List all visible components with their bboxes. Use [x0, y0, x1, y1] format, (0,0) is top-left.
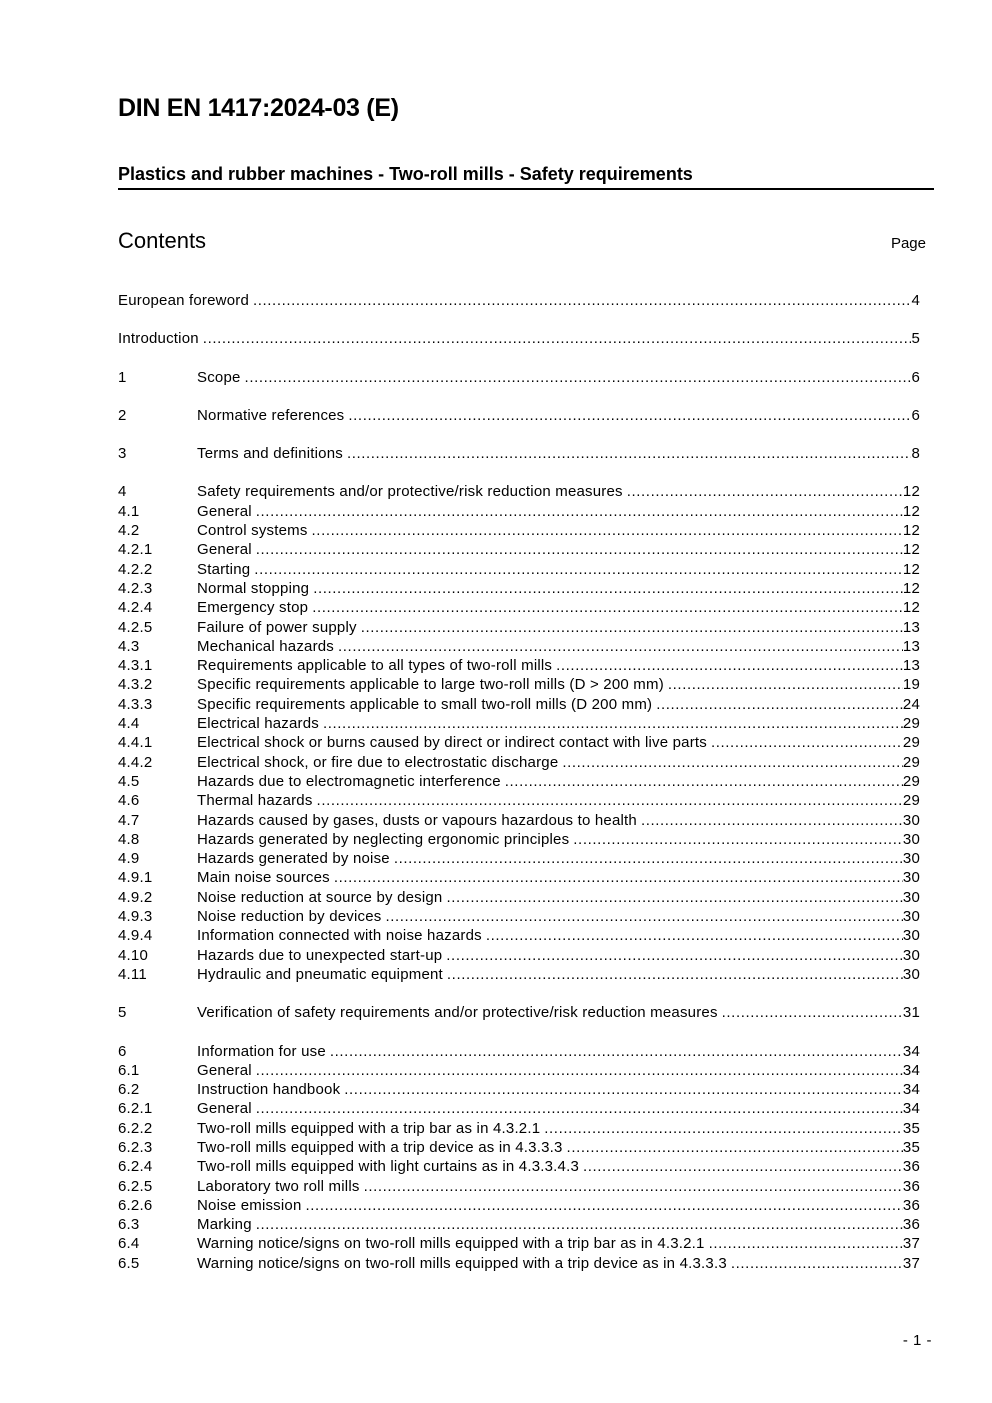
toc-entry-title: Verification of safety requirements and/or protective/risk reduction measures [197, 1004, 718, 1022]
toc-entry-number: 6.4 [118, 1235, 140, 1253]
toc-entry-number: 6.2.3 [118, 1138, 153, 1156]
toc-entry-number: 1 [118, 368, 127, 386]
toc-entry-title: Information for use [197, 1042, 326, 1060]
toc-entry-title: Specific requirements applicable to large two-roll mills (D > 200 mm) [197, 676, 664, 694]
toc-entry-title: Electrical shock, or fire due to electrostatic discharge [197, 753, 559, 771]
toc-entry[interactable] [118, 444, 920, 463]
toc-entry-page: 12 [902, 502, 920, 520]
toc-dot-leader [709, 1234, 903, 1253]
toc-entry-title: Hazards caused by gases, dusts or vapours hazardous to health [197, 811, 637, 829]
toc-dot-leader [245, 368, 912, 387]
toc-entry[interactable] [118, 1099, 920, 1118]
toc-dot-leader [364, 1177, 903, 1196]
toc-entry-title: Noise emission [197, 1196, 302, 1214]
toc-entry-page: 36 [902, 1177, 920, 1195]
toc-entry-number: 4.2.1 [118, 541, 153, 559]
toc-entry[interactable] [118, 521, 920, 540]
toc-entry-page: 30 [902, 850, 920, 868]
toc-entry[interactable] [118, 1157, 920, 1176]
toc-entry[interactable] [118, 888, 920, 907]
toc-dot-leader [256, 1061, 903, 1080]
toc-entry-number: 4.8 [118, 830, 140, 848]
toc-dot-leader [361, 618, 903, 637]
toc-entry[interactable] [118, 907, 920, 926]
toc-entry-title: Hazards due to unexpected start-up [197, 946, 443, 964]
toc-entry-title: General [197, 1061, 252, 1079]
toc-entry-page: 30 [902, 869, 920, 887]
toc-entry-page: 12 [902, 560, 920, 578]
toc-entry-page: 29 [902, 792, 920, 810]
toc-entry-number: 4.10 [118, 946, 148, 964]
toc-entry-number: 4.6 [118, 792, 140, 810]
toc-entry-page: 19 [902, 676, 920, 694]
toc-entry-title: Information connected with noise hazards [197, 927, 482, 945]
toc-dot-leader [253, 291, 911, 310]
toc-entry-number: 6.2.2 [118, 1119, 153, 1137]
toc-entry-title: Instruction handbook [197, 1081, 341, 1099]
toc-entry[interactable] [118, 482, 920, 501]
toc-entry-title: Terms and definitions [197, 445, 343, 463]
toc-entry-page: 37 [902, 1235, 920, 1253]
toc-entry-number: 4.1 [118, 502, 140, 520]
toc-entry-title: General [197, 1100, 252, 1118]
toc-entry-page: 29 [902, 734, 920, 752]
toc-entry-title: Two-roll mills equipped with a trip bar as in 4.3.2.1 [197, 1119, 541, 1137]
toc-dot-leader [544, 1119, 903, 1138]
toc-entry-page: 29 [902, 772, 920, 790]
toc-entry[interactable] [118, 618, 920, 637]
toc-entry-page: 30 [902, 946, 920, 964]
toc-entry-number: 4.4 [118, 715, 140, 733]
toc-entry-page: 36 [902, 1158, 920, 1176]
toc-dot-leader [344, 1080, 903, 1099]
toc-entry-number: 6.5 [118, 1254, 140, 1272]
toc-entry-title: Hazards generated by noise [197, 850, 390, 868]
toc-dot-leader [203, 329, 912, 348]
toc-entry-title: Electrical hazards [197, 715, 319, 733]
toc-entry-title: Specific requirements applicable to small two-roll mills (D 200 mm) [197, 695, 653, 713]
toc-entry[interactable] [118, 1042, 920, 1061]
toc-entry[interactable] [118, 560, 920, 579]
toc-entry[interactable] [118, 811, 920, 830]
toc-entry-number: 4.11 [118, 965, 147, 983]
toc-entry-title: Safety requirements and/or protective/risk reduction measures [197, 483, 623, 501]
toc-dot-leader [567, 1138, 903, 1157]
toc-dot-leader [254, 560, 903, 579]
toc-entry-number: 4.3 [118, 637, 140, 655]
toc-dot-leader [562, 753, 903, 772]
toc-entry-number: 3 [118, 445, 127, 463]
toc-entry[interactable] [118, 946, 920, 965]
toc-entry-page: 30 [902, 888, 920, 906]
toc-dot-leader [668, 675, 903, 694]
toc-entry-page: 12 [902, 599, 920, 617]
toc-dot-leader [446, 888, 902, 907]
toc-entry-page: 8 [911, 445, 920, 463]
toc-entry[interactable] [118, 579, 920, 598]
toc-entry[interactable] [118, 540, 920, 559]
toc-entry-page: 4 [911, 292, 920, 309]
toc-entry-title: Noise reduction by devices [197, 908, 382, 926]
toc-entry[interactable] [118, 1234, 920, 1253]
toc-entry-number: 2 [118, 406, 127, 424]
toc-dot-leader [312, 521, 903, 540]
toc-dot-leader [312, 598, 903, 617]
toc-entry-page: 31 [902, 1004, 920, 1022]
toc-entry-number: 6.2.5 [118, 1177, 153, 1195]
toc-entry[interactable] [118, 772, 920, 791]
toc-entry-title: General [197, 502, 252, 520]
toc-entry[interactable] [118, 733, 920, 752]
toc-entry[interactable] [118, 868, 920, 887]
contents-heading: Contents [118, 228, 207, 253]
toc-entry-page: 24 [902, 695, 920, 713]
toc-entry-number: 5 [118, 1004, 127, 1022]
toc-entry-title: Requirements applicable to all types of two-roll mills [197, 657, 553, 675]
toc-entry[interactable] [118, 1215, 920, 1234]
toc-entry[interactable] [118, 1196, 920, 1215]
toc-entry-page: 35 [902, 1119, 920, 1137]
toc-dot-leader [385, 907, 902, 926]
toc-entry-number: 4.5 [118, 772, 140, 790]
toc-entry-number: 4.9.2 [118, 888, 153, 906]
toc-entry-title: Laboratory two roll mills [197, 1177, 360, 1195]
toc-dot-leader [627, 482, 903, 501]
toc-dot-leader [656, 695, 903, 714]
toc-entry[interactable] [118, 502, 920, 521]
toc-entry-page: 6 [911, 406, 920, 424]
toc-entry[interactable] [118, 965, 920, 984]
toc-entry-page: 5 [911, 330, 920, 348]
toc-dot-leader [256, 540, 903, 559]
toc-entry-page: 29 [902, 753, 920, 771]
toc-entry-number: 4.2.3 [118, 579, 153, 597]
toc-entry-title: Normative references [197, 406, 345, 424]
toc-entry-number: 4.3.3 [118, 695, 153, 713]
toc-dot-leader [256, 1215, 903, 1234]
table-of-contents [118, 291, 920, 1273]
toc-entry-number: 4.2.4 [118, 599, 153, 617]
toc-entry-number: 4.3.2 [118, 676, 153, 694]
toc-dot-leader [348, 406, 911, 425]
toc-entry-number: 6.1 [118, 1061, 140, 1079]
toc-entry[interactable] [118, 329, 920, 348]
toc-entry-page: 30 [902, 927, 920, 945]
toc-entry-page: 12 [902, 483, 920, 501]
toc-entry-title: Two-roll mills equipped with a trip device as in 4.3.3.3 [197, 1138, 563, 1156]
toc-entry-page: 12 [902, 541, 920, 559]
toc-entry[interactable] [118, 1119, 920, 1138]
toc-entry[interactable] [118, 291, 920, 310]
toc-dot-leader [722, 1003, 903, 1022]
toc-entry-page: 30 [902, 908, 920, 926]
toc-entry-number: 4.9.1 [118, 869, 153, 887]
toc-entry[interactable] [118, 1080, 920, 1099]
toc-entry[interactable] [118, 637, 920, 656]
toc-entry[interactable] [118, 849, 920, 868]
toc-entry-number: 6.2.1 [118, 1100, 153, 1118]
document-title: DIN EN 1417:2024-03 (E) [118, 94, 399, 122]
toc-entry[interactable] [118, 753, 920, 772]
toc-entry-title: Marking [197, 1216, 252, 1234]
toc-entry-page: 6 [911, 368, 920, 386]
toc-entry-title: Failure of power supply [197, 618, 357, 636]
toc-dot-leader [323, 714, 903, 733]
page-number: - 1 - [902, 1332, 932, 1349]
toc-entry-page: 35 [902, 1138, 920, 1156]
toc-dot-leader [583, 1157, 903, 1176]
toc-entry-title: Emergency stop [197, 599, 309, 617]
toc-entry-number: 4.2 [118, 522, 140, 540]
toc-entry-title: Starting [197, 560, 251, 578]
toc-entry-page: 34 [902, 1042, 920, 1060]
toc-entry-number: 4.2.2 [118, 560, 153, 578]
toc-entry-page: 36 [902, 1196, 920, 1214]
toc-entry-title: Thermal hazards [197, 792, 313, 810]
toc-entry[interactable] [118, 598, 920, 617]
toc-entry-number: 4.9.4 [118, 927, 153, 945]
toc-entry-title: Normal stopping [197, 579, 310, 597]
toc-entry-title: Warning notice/signs on two-roll mills equipped with a trip bar as in 4.3.2.1 [197, 1235, 705, 1253]
toc-entry-page: 12 [902, 522, 920, 540]
toc-entry-title: Hazards generated by neglecting ergonomic principles [197, 830, 570, 848]
toc-entry-page: 34 [902, 1081, 920, 1099]
toc-entry[interactable] [118, 368, 920, 387]
toc-entry-number: 6 [118, 1042, 127, 1060]
toc-entry-number: 6.2 [118, 1081, 140, 1099]
toc-entry-number: 4.3.1 [118, 657, 153, 675]
toc-entry[interactable] [118, 1254, 920, 1273]
document-subtitle: Plastics and rubber machines - Two-roll mills - Safety requirements [118, 164, 934, 190]
toc-dot-leader [347, 444, 912, 463]
toc-dot-leader [731, 1254, 903, 1273]
toc-entry-number: 6.2.4 [118, 1158, 153, 1176]
toc-entry[interactable] [118, 695, 920, 714]
toc-dot-leader [394, 849, 903, 868]
toc-entry[interactable] [118, 1177, 920, 1196]
toc-entry-number: 4.4.2 [118, 753, 153, 771]
toc-entry-page: 34 [902, 1061, 920, 1079]
toc-dot-leader [306, 1196, 903, 1215]
toc-entry[interactable] [118, 926, 920, 945]
toc-entry-number: 4.9.3 [118, 908, 153, 926]
toc-dot-leader [447, 965, 903, 984]
toc-entry-title: Scope [197, 368, 241, 386]
toc-entry-title: Control systems [197, 522, 308, 540]
toc-entry-number: 4.4.1 [118, 734, 153, 752]
toc-entry-number: 4.7 [118, 811, 140, 829]
page-column-heading: Page [890, 235, 926, 252]
toc-entry[interactable] [118, 1003, 920, 1022]
toc-entry-title: Main noise sources [197, 869, 330, 887]
toc-dot-leader [256, 502, 903, 521]
toc-dot-leader [573, 830, 903, 849]
toc-entry-number: 6.2.6 [118, 1196, 153, 1214]
toc-entry-title: European foreword [118, 292, 249, 309]
toc-dot-leader [486, 926, 903, 945]
toc-entry-title: Two-roll mills equipped with light curtains as in 4.3.3.4.3 [197, 1158, 579, 1176]
toc-entry-page: 34 [902, 1100, 920, 1118]
toc-dot-leader [317, 791, 903, 810]
toc-entry[interactable] [118, 791, 920, 810]
toc-entry[interactable] [118, 675, 920, 694]
toc-dot-leader [330, 1042, 903, 1061]
toc-entry[interactable] [118, 656, 920, 675]
toc-entry-title: General [197, 541, 252, 559]
toc-entry-page: 37 [902, 1254, 920, 1272]
toc-entry-page: 36 [902, 1216, 920, 1234]
toc-entry-title: Warning notice/signs on two-roll mills equipped with a trip device as in 4.3.3.3 [197, 1254, 727, 1272]
toc-entry[interactable] [118, 714, 920, 733]
toc-entry[interactable] [118, 1138, 920, 1157]
toc-dot-leader [641, 811, 903, 830]
toc-entry-title: Noise reduction at source by design [197, 888, 443, 906]
toc-dot-leader [256, 1099, 903, 1118]
toc-entry-title: Hydraulic and pneumatic equipment [197, 965, 443, 983]
toc-dot-leader [446, 946, 903, 965]
toc-entry-page: 30 [902, 830, 920, 848]
toc-entry-number: 4.9 [118, 850, 140, 868]
toc-entry-page: 29 [902, 715, 920, 733]
toc-entry-number: 4 [118, 483, 127, 501]
toc-entry[interactable] [118, 830, 920, 849]
toc-entry-page: 30 [902, 965, 920, 983]
toc-dot-leader [313, 579, 903, 598]
toc-entry-title: Mechanical hazards [197, 637, 335, 655]
toc-entry-number: 6.3 [118, 1216, 140, 1234]
toc-entry-page: 12 [902, 579, 920, 597]
toc-dot-leader [338, 637, 903, 656]
toc-entry-page: 13 [902, 618, 920, 636]
toc-entry-title: Electrical shock or burns caused by direct or indirect contact with live parts [197, 734, 707, 752]
toc-entry-title: Hazards due to electromagnetic interference [197, 772, 501, 790]
toc-entry-page: 30 [902, 811, 920, 829]
toc-entry-page: 13 [902, 637, 920, 655]
toc-entry-title: Introduction [118, 330, 199, 348]
toc-entry-number: 4.2.5 [118, 618, 153, 636]
toc-dot-leader [711, 733, 903, 752]
toc-dot-leader [505, 772, 903, 791]
toc-entry[interactable] [118, 406, 920, 425]
toc-entry-page: 13 [902, 657, 920, 675]
toc-entry[interactable] [118, 1061, 920, 1080]
toc-dot-leader [556, 656, 903, 675]
toc-dot-leader [334, 868, 903, 887]
